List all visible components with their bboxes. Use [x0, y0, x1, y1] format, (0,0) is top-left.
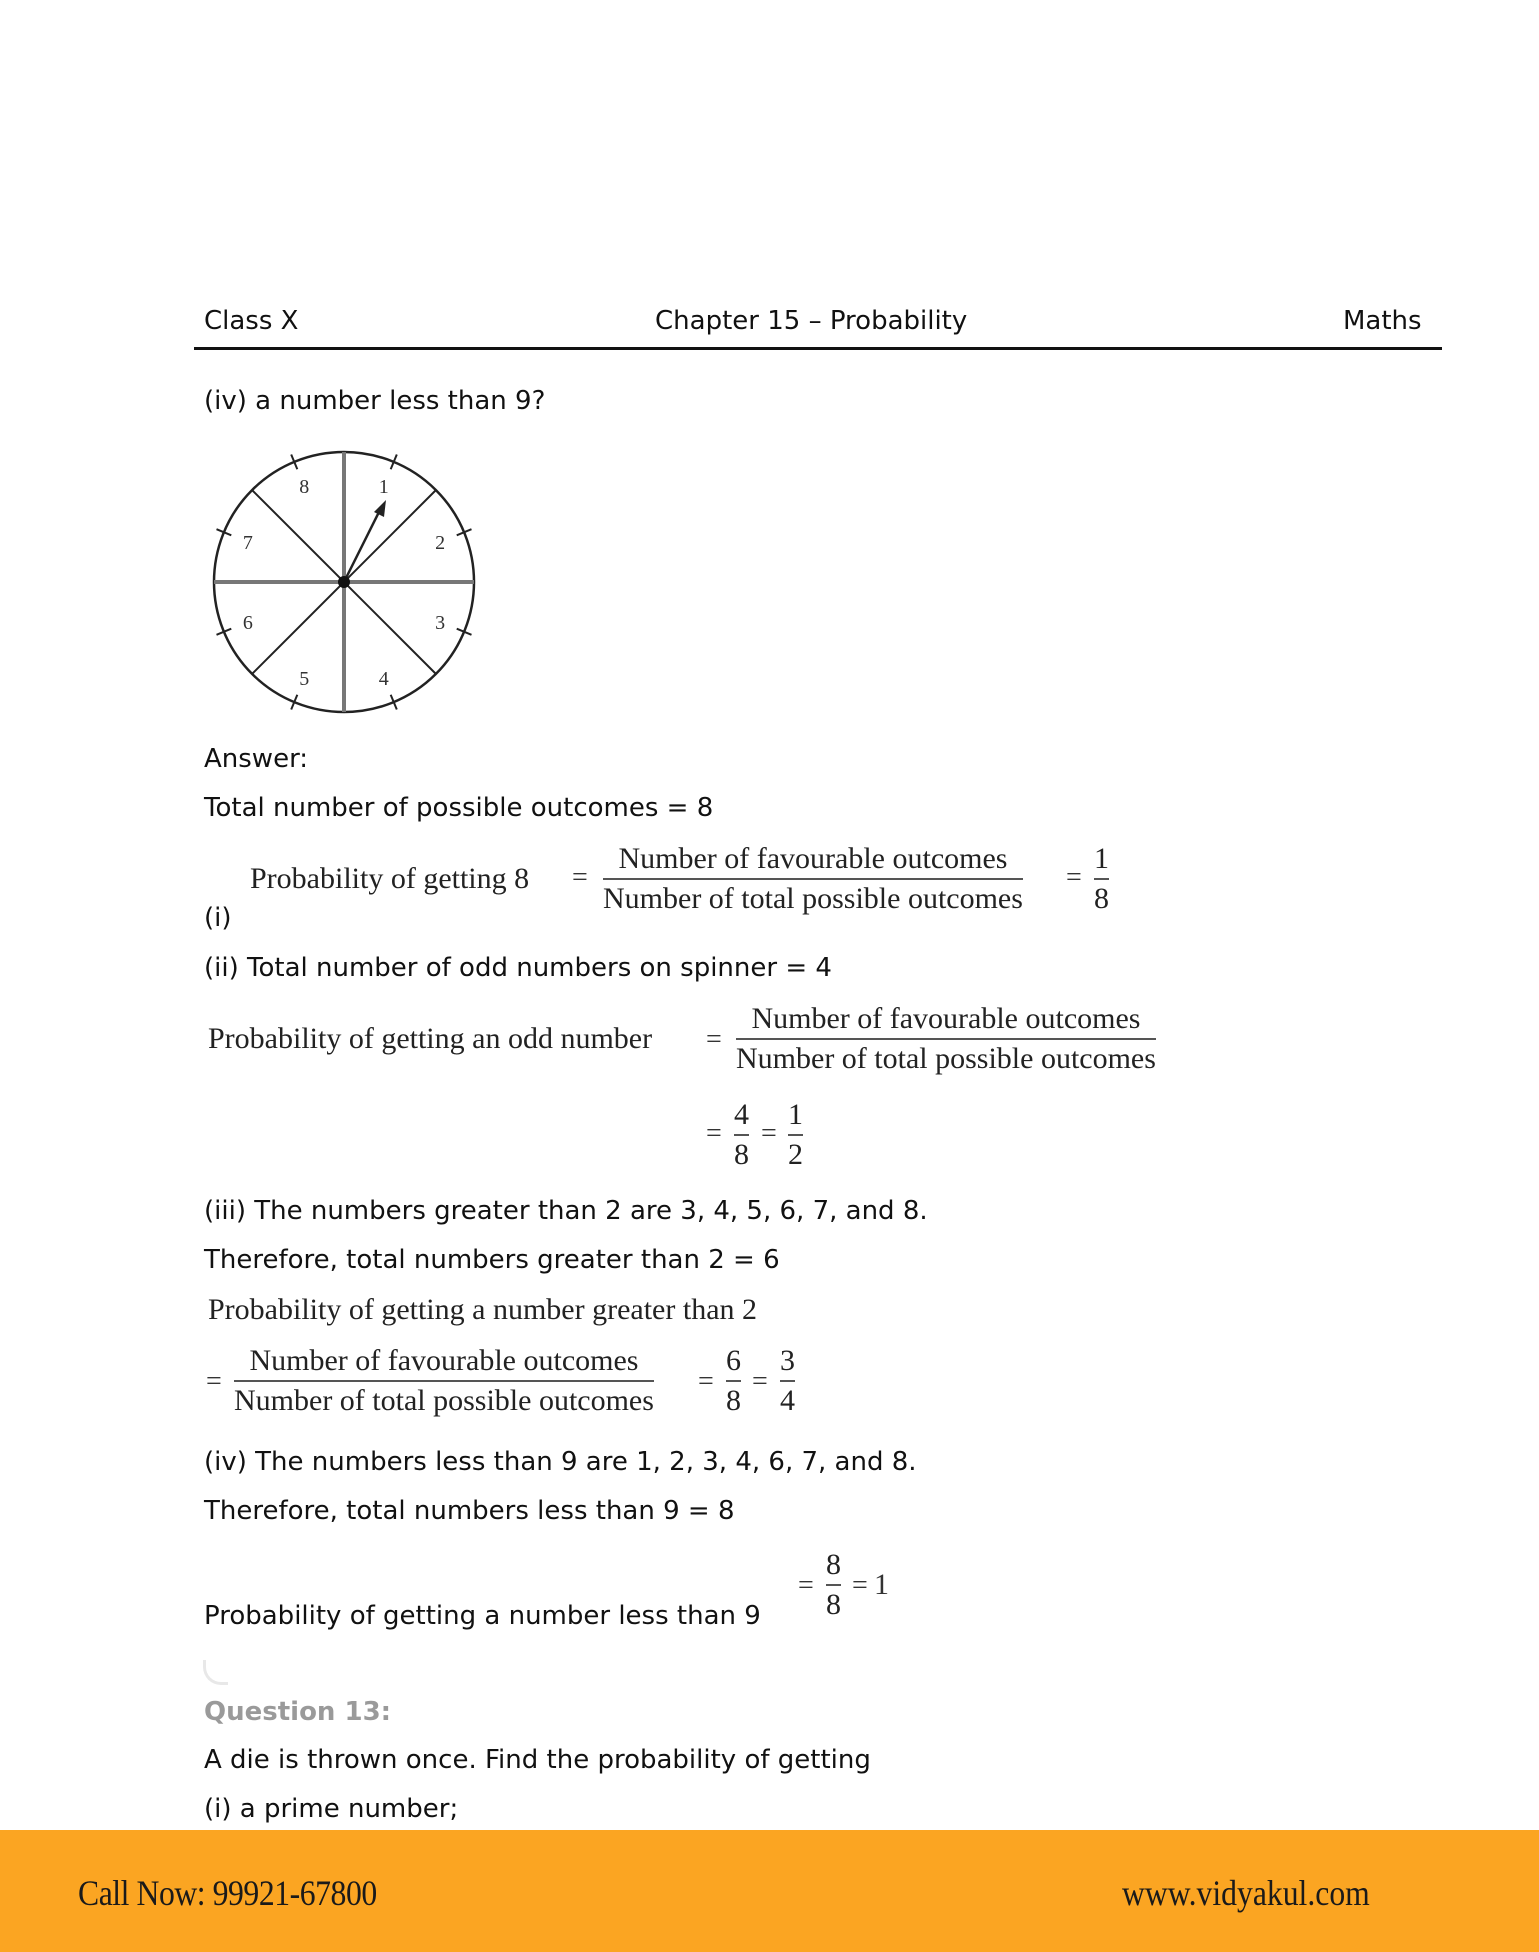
part4-intro: (iv) The numbers less than 9 are 1, 2, 3, 4, 6, 7, and 8. — [204, 1447, 917, 1477]
part4-equals-2: = — [852, 1570, 868, 1601]
question-13-label: Question 13: — [204, 1697, 392, 1727]
part1-result — [1094, 840, 1109, 918]
fraction-numerator: 3 — [780, 1344, 795, 1377]
question-part-iv: (iv) a number less than 9? — [204, 386, 546, 416]
part2-equals: = — [706, 1024, 722, 1055]
part1-marker: (i) — [204, 903, 232, 933]
part1-lhs: Probability of getting 8 — [250, 862, 530, 895]
part3-fraction-6-8 — [726, 1342, 741, 1420]
spinner-arrow — [344, 500, 386, 582]
part2-fraction — [736, 1000, 1156, 1078]
fraction-numerator: 8 — [826, 1548, 841, 1581]
part3-intro: (iii) The numbers greater than 2 are 3, 4, 5, 6, 7, and 8. — [204, 1196, 928, 1226]
part3-equals-2: = — [698, 1366, 714, 1397]
part4-equals: = — [798, 1570, 814, 1601]
part3-fraction-3-4 — [780, 1342, 795, 1420]
fraction-denominator: Number of total possible outcomes — [234, 1384, 654, 1417]
part2-fraction-1-2 — [788, 1096, 803, 1174]
spinner-label: 3 — [435, 611, 446, 634]
spinner-diagram — [204, 440, 490, 724]
fraction-numerator: 1 — [1094, 842, 1109, 875]
fraction-numerator: Number of favourable outcomes — [751, 1002, 1141, 1035]
fraction-denominator: 8 — [1094, 882, 1109, 915]
spinner-label: 7 — [242, 532, 253, 555]
fraction-denominator: 8 — [726, 1384, 741, 1417]
fraction-denominator: 8 — [734, 1138, 749, 1171]
fraction-denominator: 2 — [788, 1138, 803, 1171]
question-13-text: A die is thrown once. Find the probability of getting — [204, 1745, 871, 1775]
part1-equals: = — [572, 862, 588, 893]
fraction-denominator: 8 — [826, 1588, 841, 1621]
part2-lhs: Probability of getting an odd number — [208, 1022, 653, 1055]
footer-call-now: Call Now: 99921-67800 — [78, 1873, 377, 1913]
spinner-label: 6 — [242, 611, 253, 634]
part1-fraction — [603, 840, 1023, 918]
spinner-label: 2 — [435, 532, 446, 555]
part4-total: Therefore, total numbers less than 9 = 8 — [204, 1496, 735, 1526]
spinner-label: 4 — [378, 668, 389, 691]
fraction-denominator: Number of total possible outcomes — [603, 882, 1023, 915]
part4-fraction-8-8 — [826, 1546, 841, 1624]
part4-result: 1 — [874, 1568, 889, 1601]
part2-equals-2: = — [706, 1118, 722, 1149]
spinner-label: 8 — [299, 475, 310, 498]
footer-website-link[interactable]: www.vidyakul.com — [1122, 1873, 1370, 1913]
question-13-part-i: (i) a prime number; — [204, 1794, 459, 1824]
header-divider — [194, 347, 1442, 350]
fraction-numerator: 1 — [788, 1098, 803, 1131]
part3-total: Therefore, total numbers greater than 2 = 6 — [204, 1245, 780, 1275]
answer-label: Answer: — [204, 744, 309, 774]
fraction-numerator: 4 — [734, 1098, 749, 1131]
scan-artifact-mark — [203, 1660, 228, 1685]
part1-equals-2: = — [1066, 862, 1082, 893]
part4-lhs: Probability of getting a number less than 9 — [204, 1601, 761, 1631]
spinner-label: 1 — [378, 475, 389, 498]
part2-fraction-4-8 — [734, 1096, 749, 1174]
part3-equals-3: = — [752, 1366, 768, 1397]
spinner-label: 5 — [299, 668, 310, 691]
spinner-center — [338, 576, 350, 588]
part2-intro: (ii) Total number of odd numbers on spinner = 4 — [204, 953, 832, 983]
part3-equals: = — [206, 1366, 222, 1397]
part2-equals-3: = — [761, 1118, 777, 1149]
header-class: Class X — [204, 306, 299, 336]
fraction-numerator: Number of favourable outcomes — [249, 1344, 639, 1377]
fraction-numerator: 6 — [726, 1344, 741, 1377]
header-chapter: Chapter 15 – Probability — [655, 306, 968, 336]
header-subject: Maths — [1343, 306, 1422, 336]
fraction-denominator: Number of total possible outcomes — [736, 1042, 1156, 1075]
fraction-denominator: 4 — [780, 1384, 795, 1417]
part3-lhs: Probability of getting a number greater than 2 — [208, 1293, 758, 1326]
fraction-numerator: Number of favourable outcomes — [618, 842, 1008, 875]
part3-fraction — [234, 1342, 654, 1420]
answer-total-outcomes: Total number of possible outcomes = 8 — [204, 793, 714, 823]
